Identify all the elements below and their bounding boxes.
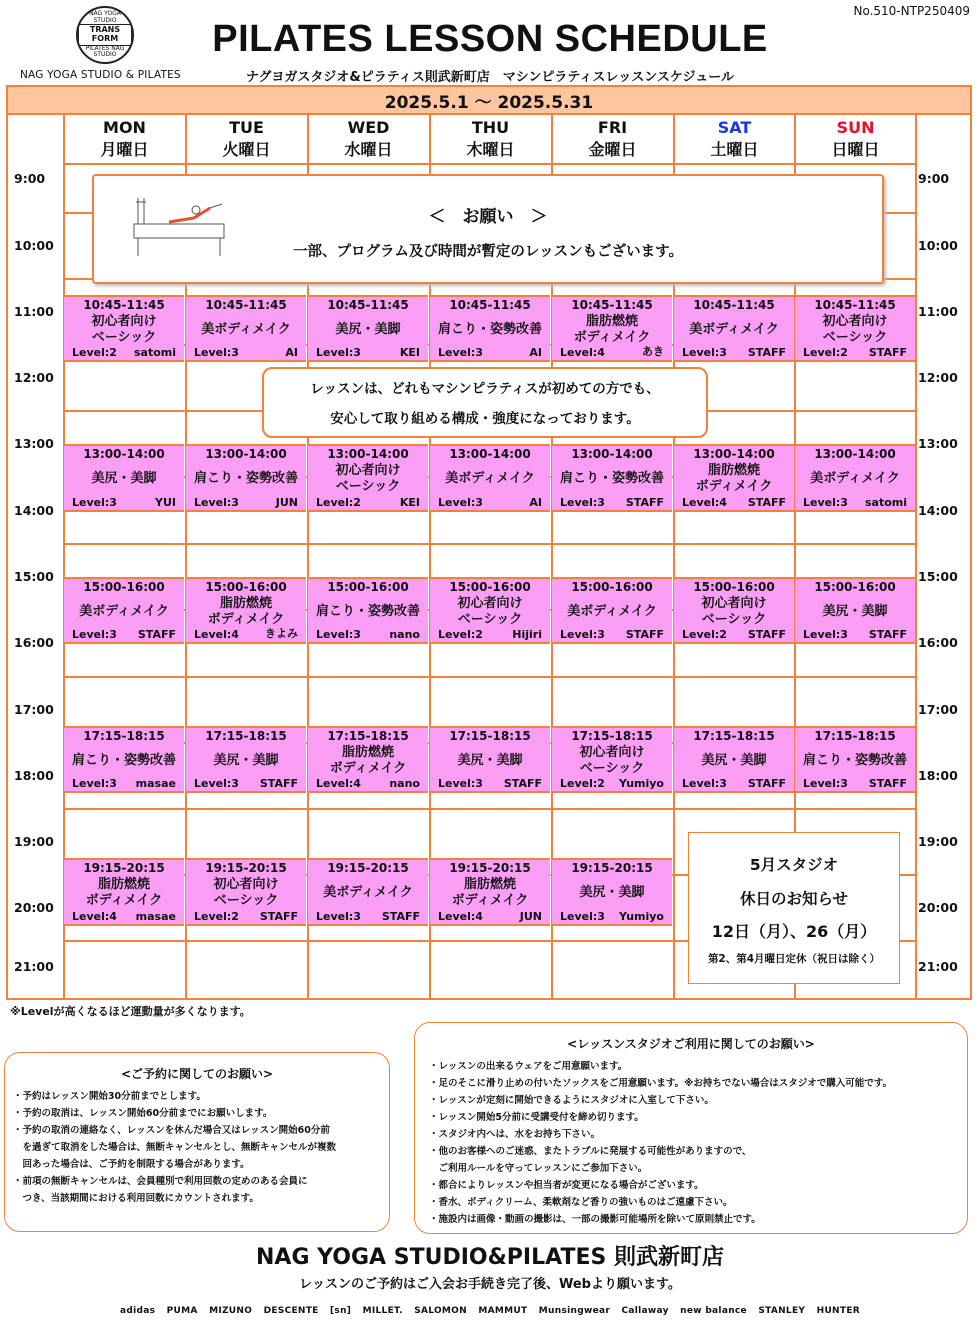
lesson-instructor: nano bbox=[389, 628, 420, 641]
notice-title: ＜ お願い ＞ bbox=[428, 207, 548, 227]
reservation-rules-title: <ご予約に関してのお願い> bbox=[120, 1067, 274, 1081]
page-title: PILATES LESSON SCHEDULE bbox=[212, 18, 768, 60]
rule-line: ・予約の取消の連絡なく、レッスンを休んだ場合又はレッスン開始60分前 bbox=[13, 1125, 330, 1136]
lesson-name: ボディメイク bbox=[451, 893, 529, 908]
lesson-level: Level:3 bbox=[682, 346, 727, 359]
lesson-name: ボディメイク bbox=[85, 893, 163, 908]
lesson-level: Level:2 bbox=[194, 910, 239, 923]
lesson-cell bbox=[185, 726, 306, 793]
lesson-instructor: satomi bbox=[133, 346, 176, 359]
lesson-time: 13:00-14:00 bbox=[571, 447, 653, 461]
lesson-note-box bbox=[262, 367, 708, 438]
lesson-name: 美尻・美脚 bbox=[822, 604, 888, 619]
lesson-instructor: satomi bbox=[864, 496, 907, 509]
holiday-line-1: 5月スタジオ bbox=[749, 856, 839, 874]
time-label-left: 19:00 bbox=[14, 834, 54, 849]
day-name-en: WED bbox=[347, 118, 390, 137]
lesson-level: Level:4 bbox=[560, 346, 605, 359]
lesson-cell bbox=[673, 444, 794, 512]
lesson-instructor: STAFF bbox=[625, 496, 664, 509]
page-subtitle: ナグヨガスタジオ&ピラティス則武新町店 マシンピラティスレッスンスケジュール bbox=[245, 70, 735, 85]
lesson-cell bbox=[307, 444, 428, 512]
lesson-level: Level:4 bbox=[72, 910, 117, 923]
lesson-cell bbox=[185, 444, 306, 512]
time-label-left: 10:00 bbox=[14, 238, 54, 253]
lesson-name: 脂肪燃焼 bbox=[97, 877, 150, 892]
lesson-name: 美尻・美脚 bbox=[579, 885, 645, 900]
lesson-instructor: STAFF bbox=[503, 777, 542, 790]
lesson-name: 初心者向け bbox=[213, 877, 279, 892]
rule-line: つき、当該期間における利用回数にカウントされます。 bbox=[13, 1193, 259, 1204]
lesson-instructor: YUI bbox=[155, 496, 176, 509]
reservation-rules-box bbox=[4, 1052, 390, 1232]
lesson-cell bbox=[307, 577, 428, 644]
lesson-name: 美ボディメイク bbox=[445, 471, 535, 486]
time-label-left: 16:00 bbox=[14, 635, 54, 650]
lesson-time: 10:45-11:45 bbox=[814, 298, 896, 312]
lesson-level: Level:2 bbox=[803, 346, 848, 359]
rule-line: を過ぎて取消をした場合は、無断キャンセルとし、無断キャンセルが複数 bbox=[13, 1142, 337, 1153]
lesson-name: ベーシック bbox=[701, 612, 767, 627]
lesson-name: 初心者向け bbox=[822, 314, 888, 329]
lesson-time: 15:00-16:00 bbox=[449, 580, 531, 594]
lesson-name: ボディメイク bbox=[573, 330, 651, 345]
lesson-name: 美尻・美脚 bbox=[213, 753, 279, 768]
notice-box bbox=[92, 174, 884, 284]
grid-hline bbox=[63, 543, 915, 545]
lesson-name: 美ボディメイク bbox=[323, 885, 413, 900]
brand-logo: DESCENTE bbox=[263, 1306, 319, 1316]
lesson-level: Level:3 bbox=[682, 777, 727, 790]
lesson-instructor: KEI bbox=[399, 346, 420, 359]
rule-line: ・レッスンが定刻に開始できるようにスタジオに入室して下さい。 bbox=[429, 1095, 714, 1106]
lesson-time: 17:15-18:15 bbox=[814, 729, 896, 743]
brand-logos bbox=[120, 1296, 860, 1326]
time-label-right: 19:00 bbox=[918, 834, 958, 849]
time-label-left: 14:00 bbox=[14, 503, 54, 518]
lesson-name: ベーシック bbox=[457, 612, 523, 627]
lesson-cell bbox=[551, 726, 672, 793]
lesson-level: Level:3 bbox=[72, 496, 117, 509]
holiday-box bbox=[688, 832, 900, 984]
lesson-cell bbox=[185, 295, 306, 362]
lesson-name: ベーシック bbox=[91, 330, 157, 345]
lesson-name: 美ボディメイク bbox=[201, 322, 291, 337]
lesson-name: 初心者向け bbox=[579, 745, 645, 760]
lesson-name: 脂肪燃焼 bbox=[463, 877, 516, 892]
footer-title: NAG YOGA STUDIO&PILATES 則武新町店 bbox=[256, 1245, 724, 1270]
grid-hline bbox=[63, 808, 915, 810]
lesson-time: 19:15-20:15 bbox=[327, 861, 409, 875]
time-label-left: 17:00 bbox=[14, 702, 54, 717]
day-name-jp: 土曜日 bbox=[710, 140, 759, 159]
lesson-note-line-1: レッスンは、どれもマシンピラティスが初めての方でも、 bbox=[310, 381, 660, 397]
time-label-left: 11:00 bbox=[14, 304, 54, 319]
lesson-instructor: きよみ bbox=[265, 627, 298, 640]
notice-body: 一部、プログラム及び時間が暫定のレッスンもございます。 bbox=[292, 244, 684, 260]
studio-rules-title: <レッスンスタジオご利用に関してのお願い> bbox=[567, 1037, 815, 1051]
lesson-time: 17:15-18:15 bbox=[449, 729, 531, 743]
lesson-instructor: AI bbox=[285, 346, 298, 359]
lesson-level: Level:3 bbox=[72, 628, 117, 641]
lesson-level: Level:3 bbox=[803, 496, 848, 509]
lesson-name: 初心者向け bbox=[701, 596, 767, 611]
lesson-name: 美ボディメイク bbox=[79, 604, 169, 619]
lesson-instructor: nano bbox=[389, 777, 420, 790]
lesson-name: 美尻・美脚 bbox=[701, 753, 767, 768]
lesson-instructor: STAFF bbox=[747, 496, 786, 509]
lesson-cell bbox=[307, 858, 428, 926]
lesson-instructor: STAFF bbox=[747, 346, 786, 359]
studio-name-small: NAG YOGA STUDIO & PILATES bbox=[20, 69, 181, 81]
lesson-level: Level:2 bbox=[682, 628, 727, 641]
time-label-right: 17:00 bbox=[918, 702, 958, 717]
date-range: 2025.5.1 ～ 2025.5.31 bbox=[6, 85, 972, 115]
day-name-en: SAT bbox=[717, 118, 752, 137]
day-name-jp: 月曜日 bbox=[100, 140, 149, 159]
lesson-cell bbox=[307, 295, 428, 362]
brand-logo: HUNTER bbox=[816, 1306, 860, 1316]
lesson-time: 17:15-18:15 bbox=[205, 729, 287, 743]
lesson-time: 13:00-14:00 bbox=[205, 447, 287, 461]
day-name-en: MON bbox=[103, 118, 146, 137]
lesson-cell bbox=[551, 577, 672, 644]
lesson-name: 美ボディメイク bbox=[689, 322, 779, 337]
time-label-right: 14:00 bbox=[918, 503, 958, 518]
lesson-name: 美尻・美脚 bbox=[91, 471, 157, 486]
lesson-time: 10:45-11:45 bbox=[693, 298, 775, 312]
lesson-instructor: Yumiyo bbox=[619, 910, 664, 923]
time-label-left: 12:00 bbox=[14, 370, 54, 385]
lesson-time: 13:00-14:00 bbox=[327, 447, 409, 461]
brand-logo: [sn] bbox=[330, 1306, 352, 1316]
lesson-cell bbox=[429, 858, 550, 926]
day-name-jp: 木曜日 bbox=[466, 140, 515, 159]
time-label-right: 18:00 bbox=[918, 768, 958, 783]
lesson-level: Level:3 bbox=[72, 777, 117, 790]
lesson-cell bbox=[551, 444, 672, 512]
holiday-line-2: 休日のお知らせ bbox=[739, 890, 849, 908]
lesson-time: 15:00-16:00 bbox=[693, 580, 775, 594]
time-label-right: 20:00 bbox=[918, 900, 958, 915]
lesson-name: ベーシック bbox=[213, 893, 279, 908]
lesson-time: 19:15-20:15 bbox=[83, 861, 165, 875]
lesson-instructor: AI bbox=[529, 346, 542, 359]
lesson-time: 15:00-16:00 bbox=[83, 580, 165, 594]
lesson-time: 13:00-14:00 bbox=[83, 447, 165, 461]
lesson-instructor: STAFF bbox=[137, 628, 176, 641]
lesson-cell bbox=[63, 577, 184, 644]
time-label-left: 18:00 bbox=[14, 768, 54, 783]
day-header bbox=[308, 117, 429, 161]
lesson-time: 10:45-11:45 bbox=[83, 298, 165, 312]
lesson-cell bbox=[551, 858, 672, 926]
time-label-right: 16:00 bbox=[918, 635, 958, 650]
lesson-cell bbox=[185, 858, 306, 926]
lesson-cell bbox=[429, 726, 550, 793]
lesson-time: 17:15-18:15 bbox=[83, 729, 165, 743]
day-header bbox=[186, 117, 307, 161]
rule-line: ・予約の取消は、レッスン開始60分前までにお願いします。 bbox=[13, 1108, 273, 1119]
logo-top-text: NAG YOGA STUDIO bbox=[89, 10, 121, 24]
rule-line: 回あった場合は、ご予約を制限する場合があります。 bbox=[13, 1159, 250, 1170]
time-label-right: 12:00 bbox=[918, 370, 958, 385]
lesson-time: 13:00-14:00 bbox=[693, 447, 775, 461]
lesson-instructor: masae bbox=[135, 777, 176, 790]
lesson-level: Level:2 bbox=[438, 628, 483, 641]
lesson-name: 肩こり・姿勢改善 bbox=[802, 753, 907, 768]
lesson-time: 13:00-14:00 bbox=[814, 447, 896, 461]
lesson-cell bbox=[794, 726, 915, 793]
studio-rules-list bbox=[429, 1058, 953, 1228]
lesson-level: Level:3 bbox=[316, 628, 361, 641]
lesson-name: 肩こり・姿勢改善 bbox=[193, 471, 298, 486]
lesson-cell bbox=[185, 577, 306, 644]
rule-line: ・前項の無断キャンセルは、会員種別で利用回数の定めのある会員に bbox=[13, 1176, 308, 1187]
lesson-time: 17:15-18:15 bbox=[571, 729, 653, 743]
lesson-name: ベーシック bbox=[822, 330, 888, 345]
lesson-instructor: STAFF bbox=[868, 777, 907, 790]
lesson-name: 美ボディメイク bbox=[810, 471, 900, 486]
time-label-left: 20:00 bbox=[14, 900, 54, 915]
rule-line: ・レッスンの出来るウェアをご用意願います。 bbox=[429, 1061, 628, 1072]
lesson-cell bbox=[673, 295, 794, 362]
day-header bbox=[552, 117, 673, 161]
lesson-name: 初心者向け bbox=[335, 463, 401, 478]
day-name-jp: 水曜日 bbox=[344, 140, 393, 159]
lesson-name: ボディメイク bbox=[207, 612, 285, 627]
day-name-en: THU bbox=[471, 118, 510, 137]
lesson-cell bbox=[429, 295, 550, 362]
brand-logo: Munsingwear bbox=[538, 1306, 611, 1316]
lesson-time: 10:45-11:45 bbox=[205, 298, 287, 312]
lesson-instructor: AI bbox=[529, 496, 542, 509]
rule-line: ご利用ルールを守ってレッスンにご参加下さい。 bbox=[429, 1163, 648, 1174]
lesson-instructor: STAFF bbox=[747, 628, 786, 641]
footer-subtitle: レッスンのご予約はご入会お手続き完了後、Webより願います。 bbox=[299, 1277, 681, 1292]
lesson-level: Level:3 bbox=[194, 496, 239, 509]
lesson-time: 19:15-20:15 bbox=[205, 861, 287, 875]
day-name-en: SUN bbox=[836, 118, 875, 137]
lesson-note-line-2: 安心して取り組める構成・強度になっております。 bbox=[330, 411, 640, 427]
time-label-right: 10:00 bbox=[918, 238, 958, 253]
lesson-level: Level:3 bbox=[438, 346, 483, 359]
brand-logo: MAMMUT bbox=[478, 1306, 528, 1316]
lesson-time: 15:00-16:00 bbox=[814, 580, 896, 594]
lesson-time: 19:15-20:15 bbox=[449, 861, 531, 875]
lesson-level: Level:3 bbox=[194, 777, 239, 790]
lesson-level: Level:3 bbox=[560, 628, 605, 641]
logo-bottom-text: PILATES NAG STUDIO bbox=[85, 44, 125, 59]
lesson-level: Level:3 bbox=[438, 496, 483, 509]
rule-line: ・施設内は画像・動画の撮影は、一部の撮影可能場所を除いて原則禁止です。 bbox=[429, 1214, 761, 1225]
lesson-name: ボディメイク bbox=[329, 761, 407, 776]
rule-line: ・レッスン開始5分前に受講受付を締め切ります。 bbox=[429, 1112, 644, 1123]
lesson-name: 美尻・美脚 bbox=[335, 322, 401, 337]
lesson-name: 美ボディメイク bbox=[567, 604, 657, 619]
time-label-right: 15:00 bbox=[918, 569, 958, 584]
lesson-name: 肩こり・姿勢改善 bbox=[437, 322, 542, 337]
lesson-cell bbox=[307, 726, 428, 793]
lesson-cell bbox=[63, 444, 184, 512]
time-label-left: 21:00 bbox=[14, 959, 54, 974]
brand-logo: STANLEY bbox=[758, 1306, 806, 1316]
day-name-en: FRI bbox=[597, 118, 628, 137]
lesson-name: 美尻・美脚 bbox=[457, 753, 523, 768]
brand-logo: SALOMON bbox=[414, 1306, 467, 1316]
lesson-instructor: あき bbox=[642, 345, 664, 358]
lesson-instructor: STAFF bbox=[868, 628, 907, 641]
lesson-instructor: STAFF bbox=[259, 777, 298, 790]
lesson-instructor: STAFF bbox=[259, 910, 298, 923]
lesson-cell bbox=[63, 726, 184, 793]
lesson-time: 19:15-20:15 bbox=[571, 861, 653, 875]
lesson-name: 脂肪燃焼 bbox=[341, 745, 394, 760]
lesson-cell bbox=[794, 295, 915, 362]
lesson-level: Level:3 bbox=[803, 628, 848, 641]
lesson-time: 15:00-16:00 bbox=[571, 580, 653, 594]
rule-line: ・スタジオ内へは、水をお持ち下さい。 bbox=[429, 1129, 601, 1140]
lesson-name: 初心者向け bbox=[91, 314, 157, 329]
lesson-instructor: STAFF bbox=[868, 346, 907, 359]
lesson-level: Level:3 bbox=[560, 910, 605, 923]
day-name-jp: 日曜日 bbox=[831, 140, 880, 159]
grid-hline bbox=[63, 676, 915, 678]
lesson-cell bbox=[794, 444, 915, 512]
lesson-level: Level:2 bbox=[316, 496, 361, 509]
holiday-note: 第2、第4月曜日定休（祝日は除く） bbox=[707, 953, 881, 965]
lesson-cell bbox=[429, 577, 550, 644]
lesson-level: Level:3 bbox=[560, 496, 605, 509]
time-label-left: 9:00 bbox=[14, 171, 46, 186]
lesson-time: 17:15-18:15 bbox=[327, 729, 409, 743]
rule-line: ・予約はレッスン開始30分前までとします。 bbox=[13, 1091, 206, 1102]
holiday-dates: 12日（月）、26（月） bbox=[711, 922, 877, 941]
lesson-cell bbox=[63, 858, 184, 926]
lesson-instructor: STAFF bbox=[625, 628, 664, 641]
lesson-instructor: KEI bbox=[399, 496, 420, 509]
grid-hline bbox=[63, 163, 915, 165]
lesson-name: 肩こり・姿勢改善 bbox=[315, 604, 420, 619]
lesson-cell bbox=[429, 444, 550, 512]
lesson-name: 肩こり・姿勢改善 bbox=[71, 753, 176, 768]
brand-logo: MILLET. bbox=[362, 1306, 403, 1316]
reservation-rules-list bbox=[13, 1088, 381, 1207]
lesson-name: 脂肪燃焼 bbox=[219, 596, 272, 611]
day-name-jp: 金曜日 bbox=[588, 140, 637, 159]
lesson-level: Level:2 bbox=[72, 346, 117, 359]
rule-line: ・都合によりレッスンや担当者が変更になる場合がございます。 bbox=[429, 1180, 704, 1191]
time-label-right: 11:00 bbox=[918, 304, 958, 319]
lesson-name: ベーシック bbox=[335, 479, 401, 494]
grid-vline bbox=[915, 115, 917, 1000]
time-label-left: 15:00 bbox=[14, 569, 54, 584]
lesson-name: ボディメイク bbox=[695, 479, 773, 494]
studio-logo bbox=[76, 6, 134, 64]
lesson-cell bbox=[673, 577, 794, 644]
logo-inner-text: TRANS FORM bbox=[78, 24, 132, 46]
rule-line: ・他のお客様へのご迷惑、またトラブルに発展する可能性がありますので、 bbox=[429, 1146, 752, 1157]
studio-rules-box bbox=[414, 1022, 968, 1234]
brand-logo: MIZUNO bbox=[209, 1306, 253, 1316]
lesson-instructor: Yumiyo bbox=[619, 777, 664, 790]
lesson-time: 10:45-11:45 bbox=[449, 298, 531, 312]
lesson-time: 15:00-16:00 bbox=[205, 580, 287, 594]
lesson-instructor: STAFF bbox=[381, 910, 420, 923]
lesson-level: Level:3 bbox=[803, 777, 848, 790]
brand-logo: adidas bbox=[120, 1306, 156, 1316]
lesson-instructor: STAFF bbox=[747, 777, 786, 790]
day-header bbox=[64, 117, 185, 161]
rule-line: ・足のそこに滑り止めの付いたソックスをご用意願います。※お持ちでない場合はスタジオで購入可能です。 bbox=[429, 1078, 893, 1089]
time-label-left: 13:00 bbox=[14, 436, 54, 451]
lesson-time: 13:00-14:00 bbox=[449, 447, 531, 461]
lesson-name: ベーシック bbox=[579, 761, 645, 776]
day-name-en: TUE bbox=[229, 118, 264, 137]
lesson-instructor: Hijiri bbox=[512, 628, 542, 641]
rule-line: ・香水、ボディクリーム、柔軟剤など香りの強いものはご遠慮下さい。 bbox=[429, 1197, 733, 1208]
lesson-instructor: JUN bbox=[275, 496, 298, 509]
day-header bbox=[430, 117, 551, 161]
lesson-name: 脂肪燃焼 bbox=[585, 314, 638, 329]
lesson-name: 肩こり・姿勢改善 bbox=[559, 471, 664, 486]
day-name-jp: 火曜日 bbox=[222, 140, 271, 159]
brand-logo: Callaway bbox=[621, 1306, 669, 1316]
lesson-time: 17:15-18:15 bbox=[693, 729, 775, 743]
lesson-time: 15:00-16:00 bbox=[327, 580, 409, 594]
brand-logo: new balance bbox=[680, 1306, 747, 1316]
lesson-cell bbox=[673, 726, 794, 793]
time-label-right: 13:00 bbox=[918, 436, 958, 451]
day-header bbox=[674, 117, 795, 161]
lesson-cell bbox=[794, 577, 915, 644]
lesson-instructor: JUN bbox=[519, 910, 542, 923]
lesson-name: 脂肪燃焼 bbox=[707, 463, 760, 478]
level-note: ※Levelが高くなるほど運動量が多くなります。 bbox=[10, 1005, 251, 1018]
lesson-instructor: masae bbox=[135, 910, 176, 923]
lesson-name: 初心者向け bbox=[457, 596, 523, 611]
lesson-level: Level:4 bbox=[194, 628, 239, 641]
lesson-level: Level:3 bbox=[316, 910, 361, 923]
lesson-level: Level:3 bbox=[316, 346, 361, 359]
document-number: No.510-NTP250409 bbox=[853, 4, 970, 18]
lesson-cell bbox=[63, 295, 184, 362]
time-label-right: 21:00 bbox=[918, 959, 958, 974]
lesson-level: Level:3 bbox=[438, 777, 483, 790]
lesson-level: Level:3 bbox=[194, 346, 239, 359]
lesson-level: Level:4 bbox=[438, 910, 483, 923]
brand-logo: PUMA bbox=[166, 1306, 198, 1316]
lesson-level: Level:4 bbox=[682, 496, 727, 509]
lesson-cell bbox=[551, 295, 672, 362]
lesson-time: 10:45-11:45 bbox=[571, 298, 653, 312]
lesson-level: Level:4 bbox=[316, 777, 361, 790]
lesson-level: Level:2 bbox=[560, 777, 605, 790]
lesson-time: 10:45-11:45 bbox=[327, 298, 409, 312]
day-header bbox=[795, 117, 916, 161]
time-label-right: 9:00 bbox=[918, 171, 950, 186]
